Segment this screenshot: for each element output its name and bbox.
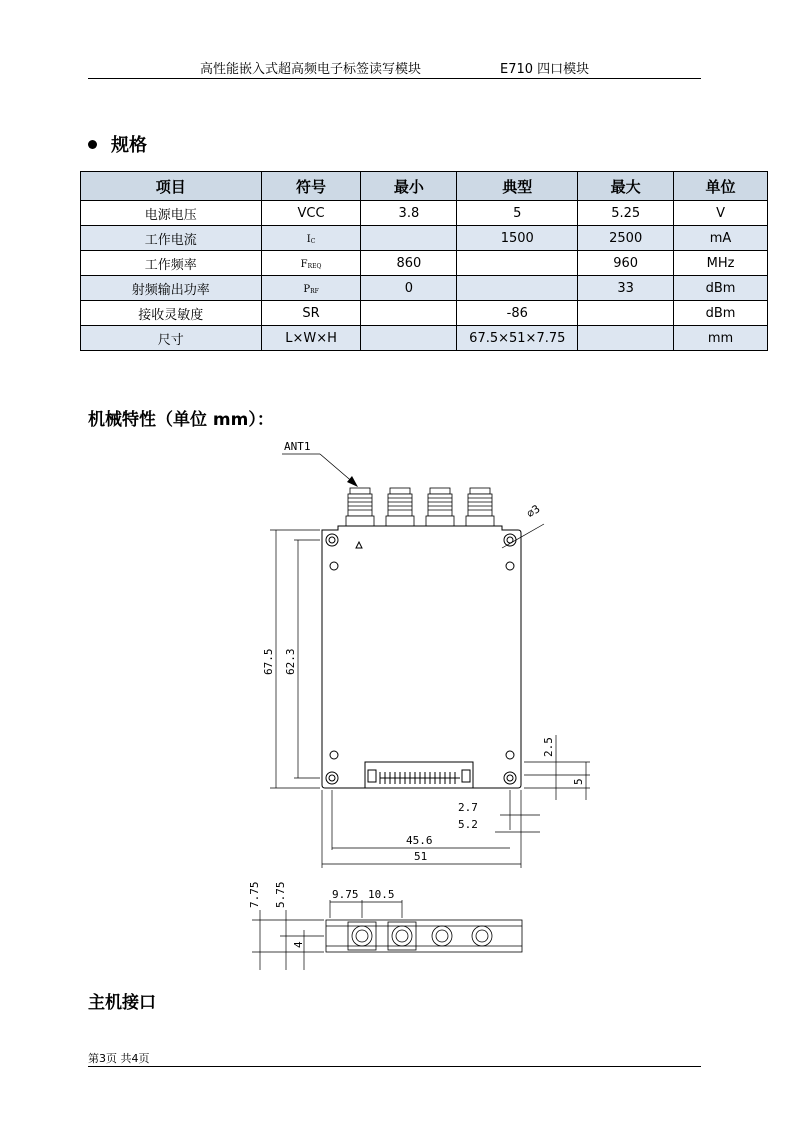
bullet-icon [88, 140, 97, 149]
spec-item: 工作频率 [81, 251, 262, 276]
spec-col-header: 最大 [578, 172, 674, 201]
spec-symbol [261, 201, 361, 226]
spec-symbol [261, 251, 361, 276]
spec-symbol-main: SR [302, 305, 320, 321]
spec-min: 0 [361, 276, 457, 301]
spec-unit: dBm [674, 301, 768, 326]
spec-unit: dBm [674, 276, 768, 301]
spec-symbol [261, 276, 361, 301]
spec-symbol-main: I [306, 233, 311, 245]
dim-height-total: 7.75 [248, 881, 261, 908]
spec-min [361, 326, 457, 351]
spec-col-header: 单位 [674, 172, 768, 201]
spec-max: 33 [578, 276, 674, 301]
dim-pitch-105: 10.5 [368, 888, 395, 901]
side-view [326, 920, 522, 952]
spec-symbol-sub: REQ [307, 262, 322, 270]
spec-typ [457, 251, 578, 276]
spec-max: 960 [578, 251, 674, 276]
spec-symbol-sub: C [310, 237, 316, 245]
spec-row [81, 301, 768, 326]
spec-col-header: 最小 [361, 172, 457, 201]
spec-table [80, 171, 768, 351]
page-header [88, 56, 701, 79]
dim-width: 51 [414, 850, 428, 863]
dim-offset-b: 5 [572, 778, 585, 785]
spec-symbol-main: L×W×H [285, 330, 337, 346]
spec-heading [88, 131, 147, 157]
spec-item: 电源电压 [81, 201, 262, 226]
dim-length: 67.5 [262, 648, 275, 675]
module-model: E710 四口模块 [500, 62, 590, 77]
label-ant1: ANT1 [284, 440, 311, 453]
spec-typ: -86 [457, 301, 578, 326]
spec-symbol [261, 301, 361, 326]
spec-row [81, 226, 768, 251]
sma-connectors [346, 488, 494, 526]
spec-typ: 1500 [457, 226, 578, 251]
spec-unit: MHz [674, 251, 768, 276]
dim-inner-length: 62.3 [284, 648, 297, 675]
spec-row [81, 276, 768, 301]
dim-52: 5.2 [458, 818, 478, 831]
spec-unit: V [674, 201, 768, 226]
spec-typ: 5 [457, 201, 578, 226]
mechanical-drawing [240, 430, 610, 975]
document-title: 高性能嵌入式超高频电子标签读写模块 [200, 62, 422, 77]
spec-symbol-main: P [303, 283, 311, 295]
spec-row [81, 326, 768, 351]
spec-symbol [261, 326, 361, 351]
spec-unit: mA [674, 226, 768, 251]
spec-max [578, 301, 674, 326]
spec-col-header: 典型 [457, 172, 578, 201]
spec-row [81, 201, 768, 226]
spec-row [81, 251, 768, 276]
dim-height-575: 5.75 [274, 881, 287, 908]
spec-min: 860 [361, 251, 457, 276]
module-outline [322, 526, 521, 788]
spec-item: 接收灵敏度 [81, 301, 262, 326]
dim-27: 2.7 [458, 801, 478, 814]
spec-item: 工作电流 [81, 226, 262, 251]
spec-heading-text: 规格 [111, 135, 147, 156]
page-number: 第3页 共4页 [88, 1052, 150, 1065]
spec-typ: 67.5×51×7.75 [457, 326, 578, 351]
spec-typ [457, 276, 578, 301]
spec-max: 5.25 [578, 201, 674, 226]
spec-max: 2500 [578, 226, 674, 251]
spec-min [361, 226, 457, 251]
spec-col-header: 符号 [261, 172, 361, 201]
spec-header-row [81, 172, 768, 201]
label-hole: ∅3 [524, 502, 543, 521]
spec-symbol [261, 226, 361, 251]
dim-height-4: 4 [292, 941, 305, 948]
spec-col-header: 项目 [81, 172, 262, 201]
spec-item: 尺寸 [81, 326, 262, 351]
spec-max [578, 326, 674, 351]
mechanical-heading: 机械特性（单位 mm）： [88, 410, 274, 430]
spec-unit: mm [674, 326, 768, 351]
spec-symbol-sub: RF [310, 287, 319, 295]
spec-item: 射频输出功率 [81, 276, 262, 301]
host-interface-heading: 主机接口 [88, 993, 156, 1013]
spec-min [361, 301, 457, 326]
dim-pitch-975: 9.75 [332, 888, 359, 901]
page-footer [88, 1050, 701, 1067]
spec-symbol-main: VCC [297, 205, 325, 221]
spec-symbol-main: F [300, 258, 308, 270]
dim-offset-a: 2.5 [542, 737, 555, 757]
dim-456: 45.6 [406, 834, 433, 847]
spec-min: 3.8 [361, 201, 457, 226]
